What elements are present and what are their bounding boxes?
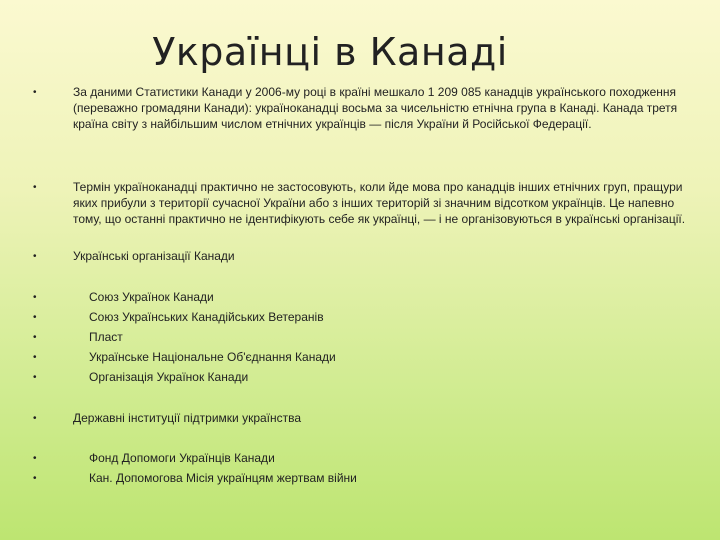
organization-name: Українське Національне Об'єднання Канади [89,350,336,364]
slide-title: Українці в Канаді [152,30,508,74]
bullet-icon: • [33,312,37,323]
bullet-icon: • [33,413,37,424]
bullet-icon: • [33,453,37,464]
bullet-icon: • [33,473,37,484]
support-name: Кан. Допомогова Місія українцям жертвам війни [89,471,357,485]
organization-name: Організація Українок Канади [89,370,249,384]
heading-text: Українські організації Канади [73,249,235,263]
bullet-icon: • [33,87,37,98]
bullet-icon: • [33,372,37,383]
support-name: Фонд Допомоги Українців Канади [89,451,275,465]
paragraph-text: За даними Статистики Канади у 2006-му році в країні мешкало 1 209 085 канадців українського походження (переважно громадяни Канади): україноканадці восьма за чисельністю етнічна група в Канаді. Канада третя країна світу з найбільшим числом етнічних українців — після України й Російської Федерації. [73,85,678,131]
bullet-icon: • [33,292,37,303]
bullet-icon: • [33,182,37,193]
bullet-icon: • [33,352,37,363]
paragraph-text: Термін україноканадці практично не застосовують, коли йде мова про канадців інших етнічних груп, пращури яких прибули з території сучасної України або з інших територій зі значним відсотком українців. Це напевно тому, що останні практично не ідентифікують себе як українці, — і не організовуються в українські організації. [73,180,686,226]
bullet-icon: • [33,332,37,343]
organization-name: Пласт [89,330,123,344]
organization-name: Союз Українських Канадійських Ветеранів [89,310,324,324]
organization-name: Союз Українок Канади [89,290,214,304]
bullet-icon: • [33,251,37,262]
heading-text: Державні інституції підтримки українства [73,411,302,425]
